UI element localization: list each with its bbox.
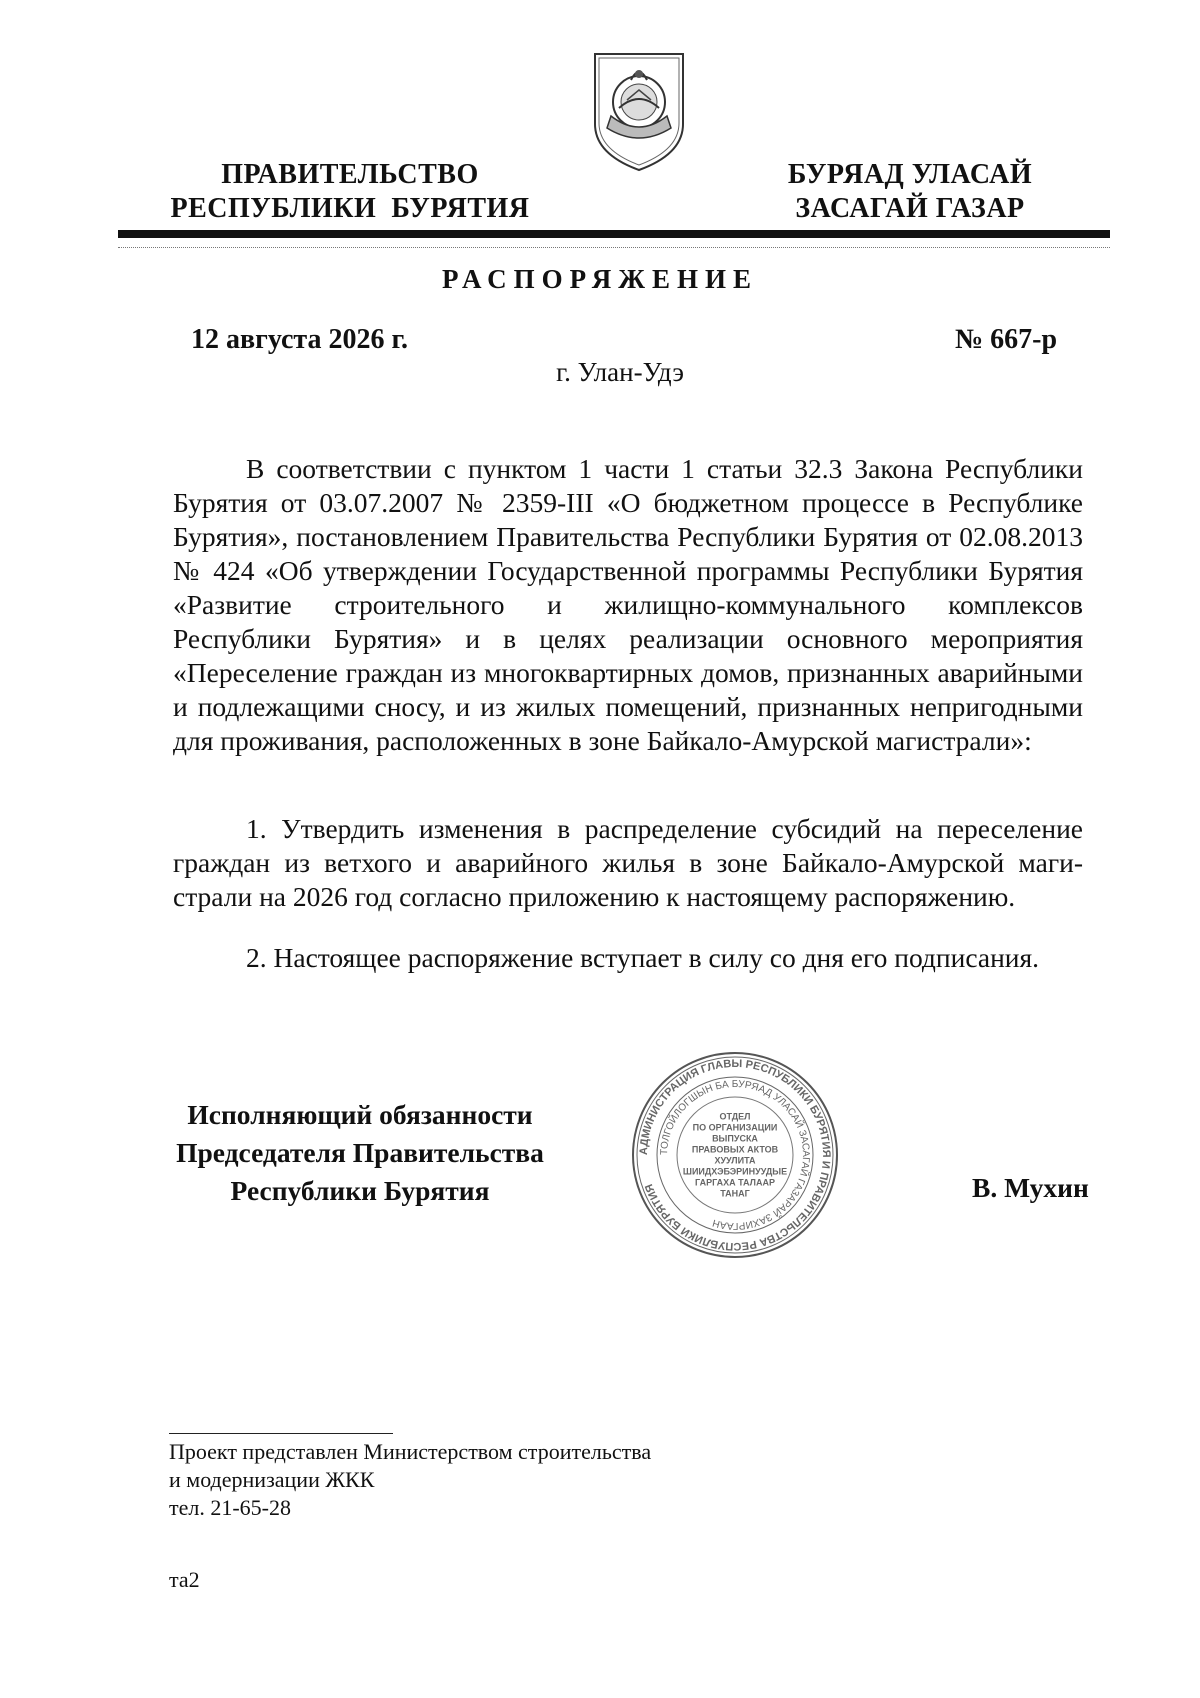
- footnote-divider: [169, 1433, 393, 1434]
- footnote: [169, 1438, 651, 1522]
- seal-center-line: ПО ОРГАНИЗАЦИИ: [692, 1122, 778, 1133]
- executor-code: та2: [169, 1567, 200, 1592]
- seal-outer-text: АДМИНИСТРАЦИЯ ГЛАВЫ РЕСПУБЛИКИ БУРЯТИЯ И ПРАВИТЕЛЬСТВА РЕСПУБЛИКИ БУРЯТИЯ: [637, 1057, 833, 1253]
- org-name-buryat: [760, 158, 1060, 226]
- document-number: № 667-р: [955, 324, 1058, 355]
- official-seal-stamp: [630, 1050, 840, 1260]
- seal-center-line: ТАНАГ: [720, 1188, 750, 1199]
- org-name-buryat-line2: ЗАСАГАЙ ГАЗАР: [795, 193, 1025, 224]
- coat-of-arms-icon: [591, 50, 687, 174]
- signatory-position-line3: Республики Бурятия: [230, 1175, 490, 1206]
- seal-center-line: ПРАВОВЫХ АКТОВ: [691, 1144, 779, 1155]
- footnote-line3: тел. 21-65-28: [169, 1495, 292, 1520]
- seal-center-line: ХУУЛИТА: [714, 1155, 756, 1166]
- org-name-buryat-line1: БУРЯАД УЛАСАЙ: [787, 159, 1033, 190]
- document-title: РАСПОРЯЖЕНИЕ: [441, 264, 759, 294]
- footnote-line1: Проект представлен Министерством строительства: [169, 1439, 652, 1464]
- order-item-2: 2. Настоящее распоряжение вступает в силу со дня его подписания.: [246, 942, 1040, 973]
- footnote-line2: и модернизации ЖКК: [169, 1467, 375, 1492]
- org-name-russian: [150, 158, 550, 226]
- seal-center-line: ВЫПУСКА: [712, 1133, 758, 1144]
- signatory-position-line2: Председателя Правительства: [176, 1137, 544, 1168]
- preamble-paragraph: В соответствии с пунктом 1 части 1 статьи 32.3 Закона Республики Бурятия от 03.07.2007 № 2359-III «О бюджетном процессе в Республике Бурятия», постановлением Правительства Республики Бурятия от 02.08.2013 № 424 «Об утверждении Государственной программы Республики Бурятия «Развитие строительного и жилищно-коммунального комплексов Республики Бурятия» и в целях реализации основного мероприятия «Переселение граждан из многоквартирных домов, признанных аварийными и подлежащими сносу, и из жилых помещений, признанных непригодными для проживания, расположенных в зоне Байкало-Амурской магистрали»:: [173, 453, 1083, 756]
- header-divider-thin: [118, 247, 1110, 249]
- document-date: 12 августа 2026 г.: [191, 324, 409, 355]
- header-divider-thick: [118, 230, 1110, 238]
- signatory-position: [160, 1096, 560, 1210]
- seal-inner-text: ТОЛГОЙЛОГШЫН БА БУРЯАД УЛАСАЙ ЗАСАГАЙ ГАЗАРАЙ ЗАХИРГААН: [658, 1078, 812, 1232]
- seal-center-line: ОТДЕЛ: [719, 1111, 751, 1122]
- signatory-name: В. Мухин: [972, 1172, 1089, 1203]
- org-name-russian-line2: РЕСПУБЛИКИ БУРЯТИЯ: [170, 193, 530, 224]
- signatory-position-line1: Исполняющий обязанности: [187, 1099, 533, 1130]
- seal-center-line: ГАРГАХА ТАЛААР: [695, 1177, 775, 1188]
- order-item-1: 1. Утвердить изменения в распределение субсидий на переселение граждан из ветхого и аварийного жилья в зоне Байкало-Амурской магистрали на 2026 год согласно приложению к настоящему распоряжению.: [173, 813, 1083, 912]
- seal-center-line: ШИИДХЭБЭРИНУУДЫЕ: [682, 1166, 788, 1177]
- document-place: г. Улан-Удэ: [556, 357, 684, 387]
- org-name-russian-line1: ПРАВИТЕЛЬСТВО: [221, 159, 479, 190]
